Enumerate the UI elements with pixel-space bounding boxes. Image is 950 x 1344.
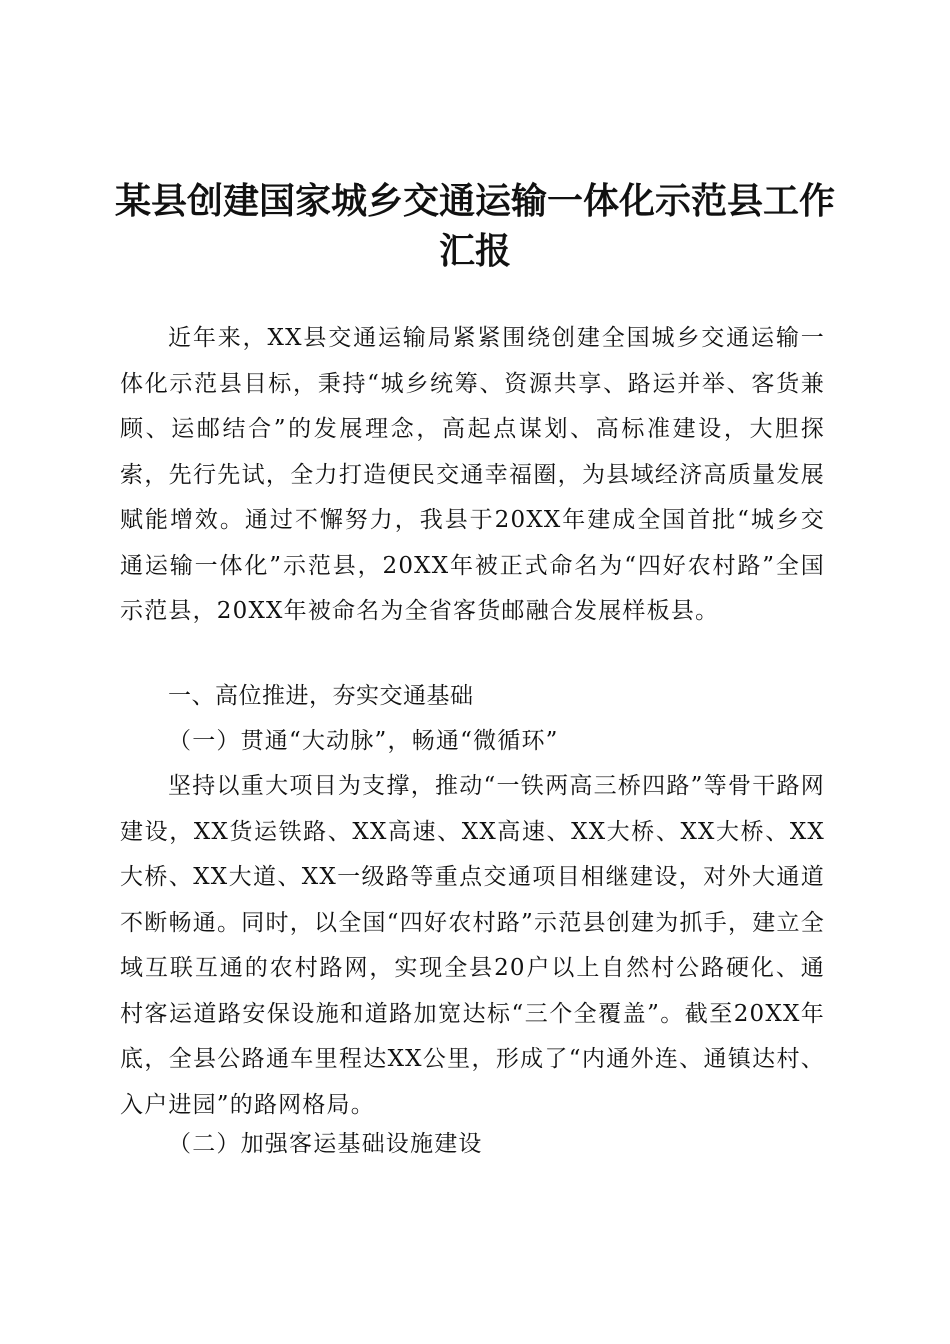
subsection-1-paragraph: 坚持以重大项目为支撑，推动“一铁两高三桥四路”等骨干路网建设，XX货运铁路、XX高速、XX高速、XX大桥、XX大桥、XX大桥、XX大道、XX一级路等重点交通项目相继建设，对外大通道不断畅通。同时，以全国“四好农村路”示范县创建为抓手，建立全域互联互通的农村路网，实现全县20户以上自然村公路硬化、通村客运道路安保设施和道路加宽达标“三个全覆盖”。截至20XX年底，全县公路通车里程达XX公里，形成了“内通外连、通镇达村、入户进园”的路网格局。 [120,773,825,1118]
title-line-2: 汇报 [438,230,511,272]
title-line-1: 某县创建国家城乡交通运输一体化示范县工作 [114,180,835,222]
document-title [110,176,840,276]
subsection-2-heading: （二）加强客运基础设施建设 [168,1131,483,1157]
section-1-heading: 一、高位推进，夯实交通基础 [168,683,474,709]
subsection-1-heading: （一）贯通“大动脉”，畅通“微循环” [168,728,559,754]
intro-paragraph: 近年来，XX县交通运输局紧紧围绕创建全国城乡交通运输一体化示范县目标，秉持“城乡统筹、资源共享、路运并举、客货兼顾、运邮结合”的发展理念，高起点谋划、高标准建设，大胆探索，先行先试，全力打造便民交通幸福圈，为县域经济高质量发展赋能增效。通过不懈努力，我县于20XX年建成全国首批“城乡交通运输一体化”示范县，20XX年被正式命名为“四好农村路”全国示范县，20XX年被命名为全省客货邮融合发展样板县。 [120,325,825,624]
